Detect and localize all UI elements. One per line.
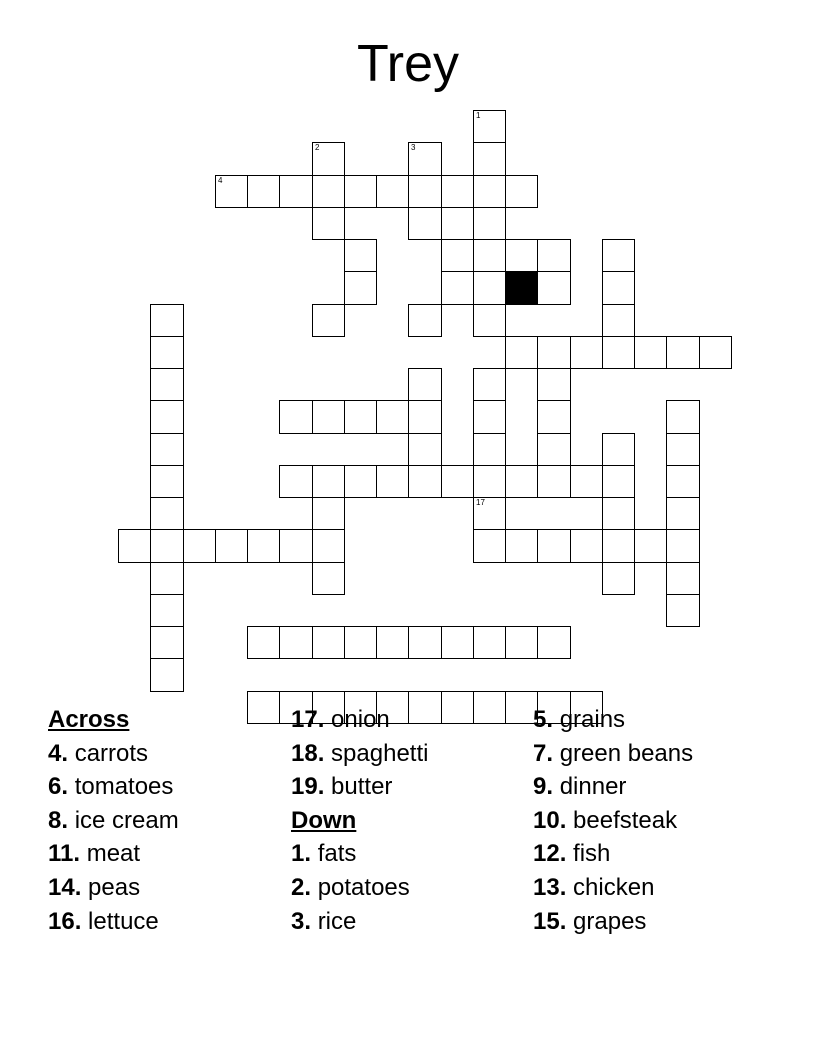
- grid-cell[interactable]: [473, 529, 506, 563]
- grid-cell[interactable]: [344, 626, 377, 659]
- grid-cell[interactable]: [247, 691, 280, 724]
- grid-cell[interactable]: [602, 336, 635, 369]
- grid-cell[interactable]: [247, 626, 280, 659]
- grid-cell[interactable]: [441, 239, 474, 272]
- grid-cell[interactable]: [602, 271, 635, 305]
- grid-cell[interactable]: [344, 239, 377, 272]
- grid-cell[interactable]: [215, 175, 248, 208]
- grid-cell[interactable]: [408, 142, 442, 176]
- grid-cell[interactable]: [312, 207, 345, 240]
- grid-cell[interactable]: [247, 529, 280, 563]
- grid-cell[interactable]: [699, 336, 732, 369]
- grid-cell[interactable]: [666, 529, 700, 563]
- grid-cell[interactable]: [473, 239, 506, 272]
- across-heading: Across: [48, 706, 130, 733]
- clue-number-label: 2: [315, 143, 320, 152]
- grid-cell[interactable]: [666, 336, 700, 369]
- down-heading: Down: [291, 806, 357, 834]
- grid-cell[interactable]: [602, 433, 635, 466]
- grid-cell[interactable]: [312, 626, 345, 659]
- clue-number-label: 3: [411, 143, 416, 152]
- grid-cell[interactable]: [408, 433, 442, 466]
- clue-down-9: 9. dinner: [533, 773, 627, 801]
- grid-cell[interactable]: [150, 497, 184, 530]
- clue-down-1: 1. fats: [291, 840, 357, 868]
- grid-cell[interactable]: [441, 626, 474, 659]
- grid-cell[interactable]: [537, 368, 571, 401]
- grid-cell[interactable]: [570, 465, 603, 498]
- clue-down-13: 13. chicken: [533, 873, 655, 901]
- grid-cell[interactable]: [666, 400, 700, 434]
- grid-cell[interactable]: [150, 368, 184, 401]
- clue-column-1: [48, 703, 179, 938]
- grid-cell[interactable]: [279, 529, 313, 563]
- clue-column-2: [291, 703, 428, 938]
- grid-cell[interactable]: [602, 529, 635, 563]
- grid-cell[interactable]: [666, 594, 700, 627]
- clue-down-2: 2. potatoes: [291, 873, 410, 901]
- grid-cell[interactable]: [570, 529, 603, 563]
- grid-cell[interactable]: [408, 368, 442, 401]
- grid-cell[interactable]: [602, 304, 635, 337]
- grid-cell[interactable]: [473, 142, 506, 176]
- grid-cell[interactable]: [312, 497, 345, 530]
- grid-cell[interactable]: [441, 465, 474, 498]
- clue-across-11: 11. meat: [48, 840, 141, 868]
- grid-cell[interactable]: [312, 529, 345, 563]
- grid-cell[interactable]: [473, 626, 506, 659]
- grid-cell[interactable]: [441, 175, 474, 208]
- grid-cell[interactable]: [312, 400, 345, 434]
- grid-cell[interactable]: [505, 175, 538, 208]
- grid-cell[interactable]: [505, 529, 538, 563]
- grid-cell[interactable]: [441, 271, 474, 305]
- grid-cell[interactable]: [376, 626, 409, 659]
- grid-cell[interactable]: [537, 271, 571, 305]
- grid-cell[interactable]: [312, 465, 345, 498]
- grid-cell[interactable]: [150, 658, 184, 692]
- grid-cell[interactable]: [634, 336, 667, 369]
- clue-number-label: 4: [218, 176, 223, 185]
- grid-cell[interactable]: [537, 626, 571, 659]
- clue-down-3: 3. rice: [291, 907, 357, 935]
- grid-cell[interactable]: [537, 465, 571, 498]
- grid-cell[interactable]: [666, 562, 700, 595]
- grid-cell[interactable]: [505, 626, 538, 659]
- grid-cell[interactable]: [473, 691, 506, 724]
- grid-cell[interactable]: [344, 400, 377, 434]
- black-square: [505, 271, 538, 305]
- grid-cell[interactable]: [408, 207, 442, 240]
- clue-across-16: 16. lettuce: [48, 907, 159, 935]
- grid-cell[interactable]: [602, 562, 635, 595]
- grid-cell[interactable]: [473, 465, 506, 498]
- grid-cell[interactable]: [279, 175, 313, 208]
- grid-cell[interactable]: [279, 465, 313, 498]
- grid-cell[interactable]: [570, 336, 603, 369]
- grid-cell[interactable]: [408, 626, 442, 659]
- clue-down-12: 12. fish: [533, 840, 611, 868]
- clue-column-3: [533, 703, 693, 938]
- grid-cell[interactable]: [408, 304, 442, 337]
- grid-cell[interactable]: [150, 626, 184, 659]
- grid-cell[interactable]: [150, 433, 184, 466]
- grid-cell[interactable]: [473, 400, 506, 434]
- grid-cell[interactable]: [408, 400, 442, 434]
- grid-cell[interactable]: [312, 304, 345, 337]
- clue-number-label: 1: [476, 111, 481, 120]
- clue-across-19: 19. butter: [291, 773, 393, 801]
- grid-cell[interactable]: [150, 529, 184, 563]
- grid-cell[interactable]: [473, 433, 506, 466]
- grid-cell[interactable]: [505, 465, 538, 498]
- grid-cell[interactable]: [247, 175, 280, 208]
- grid-cell[interactable]: [215, 529, 248, 563]
- grid-cell[interactable]: [344, 175, 377, 208]
- grid-cell[interactable]: [537, 529, 571, 563]
- grid-cell[interactable]: [150, 336, 184, 369]
- grid-cell[interactable]: [150, 304, 184, 337]
- grid-cell[interactable]: [150, 400, 184, 434]
- clue-down-15: 15. grapes: [533, 907, 647, 935]
- grid-cell[interactable]: [150, 594, 184, 627]
- grid-cell[interactable]: [408, 175, 442, 208]
- grid-cell[interactable]: [602, 497, 635, 530]
- grid-cell[interactable]: [634, 529, 667, 563]
- clue-across-6: 6. tomatoes: [48, 773, 174, 801]
- grid-cell[interactable]: [473, 304, 506, 337]
- grid-cell[interactable]: [344, 465, 377, 498]
- grid-cell[interactable]: [473, 175, 506, 208]
- grid-cell[interactable]: [505, 336, 538, 369]
- clue-number-label: 17: [476, 498, 485, 507]
- grid-cell[interactable]: [473, 368, 506, 401]
- grid-cell[interactable]: [312, 562, 345, 595]
- grid-cell[interactable]: [537, 336, 571, 369]
- grid-cell[interactable]: [344, 271, 377, 305]
- grid-cell[interactable]: [376, 400, 409, 434]
- grid-cell[interactable]: [441, 691, 474, 724]
- grid-cell[interactable]: [183, 529, 216, 563]
- clue-across-14: 14. peas: [48, 873, 141, 901]
- grid-cell[interactable]: [602, 465, 635, 498]
- grid-cell[interactable]: [666, 465, 700, 498]
- grid-cell[interactable]: [473, 207, 506, 240]
- puzzle-title: Trey: [356, 35, 460, 93]
- grid-cell[interactable]: [666, 433, 700, 466]
- grid-cell[interactable]: [150, 465, 184, 498]
- clue-across-18: 18. spaghetti: [291, 739, 429, 767]
- grid-cell[interactable]: [312, 142, 345, 176]
- clue-across-17: 17. onion: [291, 706, 390, 733]
- grid-cell[interactable]: [408, 465, 442, 498]
- grid-cell[interactable]: [473, 110, 506, 143]
- clue-across-8: 8. ice cream: [48, 806, 179, 834]
- grid-cell[interactable]: [537, 239, 571, 272]
- grid-cell[interactable]: [537, 433, 571, 466]
- grid-cell[interactable]: [537, 400, 571, 434]
- clue-down-10: 10. beefsteak: [533, 806, 678, 834]
- grid-cell[interactable]: [312, 175, 345, 208]
- clue-across-4: 4. carrots: [48, 739, 149, 767]
- clue-down-7: 7. green beans: [533, 739, 694, 767]
- grid-cell[interactable]: [505, 239, 538, 272]
- grid-cell[interactable]: [279, 626, 313, 659]
- clue-down-5: 5. grains: [533, 706, 626, 733]
- grid-cell[interactable]: [473, 497, 506, 530]
- grid-cell[interactable]: [118, 529, 151, 563]
- grid-cell[interactable]: [279, 400, 313, 434]
- grid-cell[interactable]: [376, 465, 409, 498]
- grid-cell[interactable]: [376, 175, 409, 208]
- grid-cell[interactable]: [666, 497, 700, 530]
- grid-cell[interactable]: [602, 239, 635, 272]
- grid-cell[interactable]: [150, 562, 184, 595]
